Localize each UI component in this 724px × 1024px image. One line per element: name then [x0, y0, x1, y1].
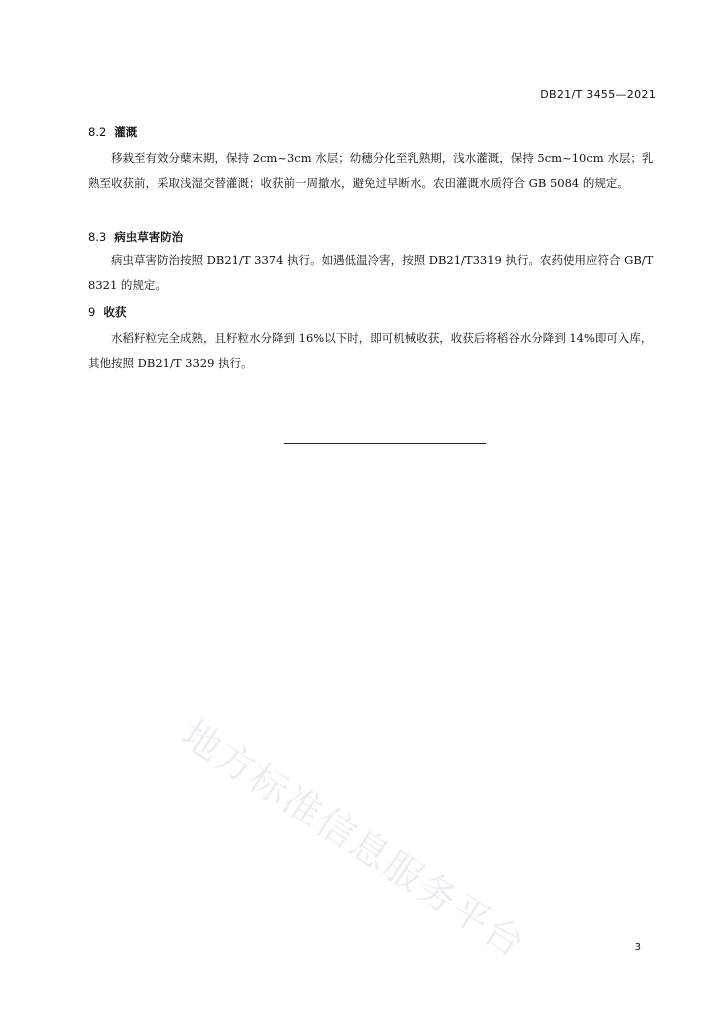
- section-title: 灌溉: [114, 125, 138, 139]
- document-code: DB21/T 3455—2021: [540, 88, 656, 101]
- section-heading-8-2: [88, 124, 137, 140]
- section-title: 病虫草害防治: [114, 230, 184, 244]
- section-heading-8-3: [88, 229, 183, 245]
- section-paragraph: 移栽至有效分蘖末期，保持 2cm~3cm 水层；幼穗分化至乳熟期，浅水灌溉，保持 5cm~10cm 水层；乳熟至收获前，采取浅湿交替灌溉；收获前一周撤水，避免过早断水。农田灌溉水质符合 GB 5084 的规定。: [88, 151, 654, 190]
- watermark: 地方标准信息服务平台: [174, 711, 534, 967]
- section-heading-9: [88, 304, 126, 320]
- page-number: 3: [634, 942, 641, 953]
- section-number: 9: [88, 305, 96, 319]
- section-paragraph: 水稻籽粒完全成熟，且籽粒水分降到 16%以下时，即可机械收获，收获后将稻谷水分降到 14%即可入库，其他按照 DB21/T 3329 执行。: [88, 331, 653, 370]
- end-of-document-rule: [284, 443, 486, 444]
- section-number: 8.2: [88, 125, 107, 139]
- section-number: 8.3: [88, 230, 107, 244]
- section-title: 收获: [103, 305, 127, 319]
- section-paragraph: 病虫草害防治按照 DB21/T 3374 执行。如遇低温冷害，按照 DB21/T3319 执行。农药使用应符合 GB/T 8321 的规定。: [88, 253, 654, 292]
